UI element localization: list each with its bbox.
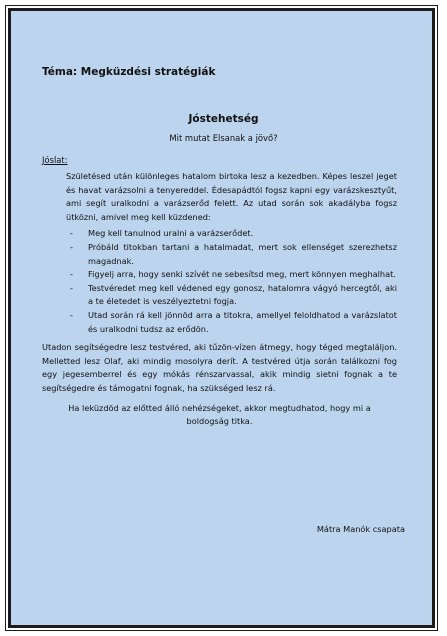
topic-heading: Téma: Megküzdési stratégiák — [42, 66, 216, 78]
list-item: - Testvéredet meg kell védened egy gonosz, hatalomra vágyó hercegtől, aki a te életedet is veszélyeztetni fogja. — [66, 282, 397, 309]
signature: Mátra Manók csapata — [316, 524, 405, 534]
document-body — [42, 170, 397, 429]
document-title: Jóstehetség — [188, 113, 259, 125]
list-item: - Utad során rá kell jönnöd arra a titokra, amellyel feloldhatod a varázslatot és uralkodni tudsz az erődön. — [66, 309, 397, 336]
challenge-list — [42, 227, 397, 336]
closing-paragraph: Ha leküzdöd az előtted álló nehézségeket, akkor megtudhatod, hogy mi a boldogság titka. — [68, 402, 371, 427]
list-item: - Próbáld titokban tartani a hatalmadat, mert sok ellenséget szerezhetsz magadnak. — [66, 241, 397, 268]
intro-paragraph: Születésed után különleges hatalom birtoka lesz a kezedben. Képes leszel jeget és havat varázsolni a tenyereddel. Édesapádtól fogsz kapni egy varázskesztyűt, ami segít uralkodni a varázserőd felett. Az utad során sok akadályba fogsz ütközni, amivel meg kell küzdened: — [66, 171, 397, 222]
list-item: - Meg kell tanulnod uralni a varázserődet. — [66, 227, 397, 241]
list-item: - Figyelj arra, hogy senki szívét ne sebesítsd meg, mert könnyen meghalhat. — [66, 268, 397, 282]
prophecy-label: Jóslat: — [42, 155, 68, 165]
document-subtitle: Mit mutat Elsanak a jövő? — [169, 133, 278, 143]
helpers-paragraph: Utadon segítségedre lesz testvéred, aki tűzön-vízen átmegy, hogy téged megtaláljon. Melletted lesz Olaf, aki mindig mosolyra derít. A testvéred útja során találkozni fog egy jegesemberrel és egy mókás rénszarvassal, akik mindig sietni fognak a te segítségedre és támogatni fognak, ha szükséged lesz rá. — [42, 342, 397, 393]
